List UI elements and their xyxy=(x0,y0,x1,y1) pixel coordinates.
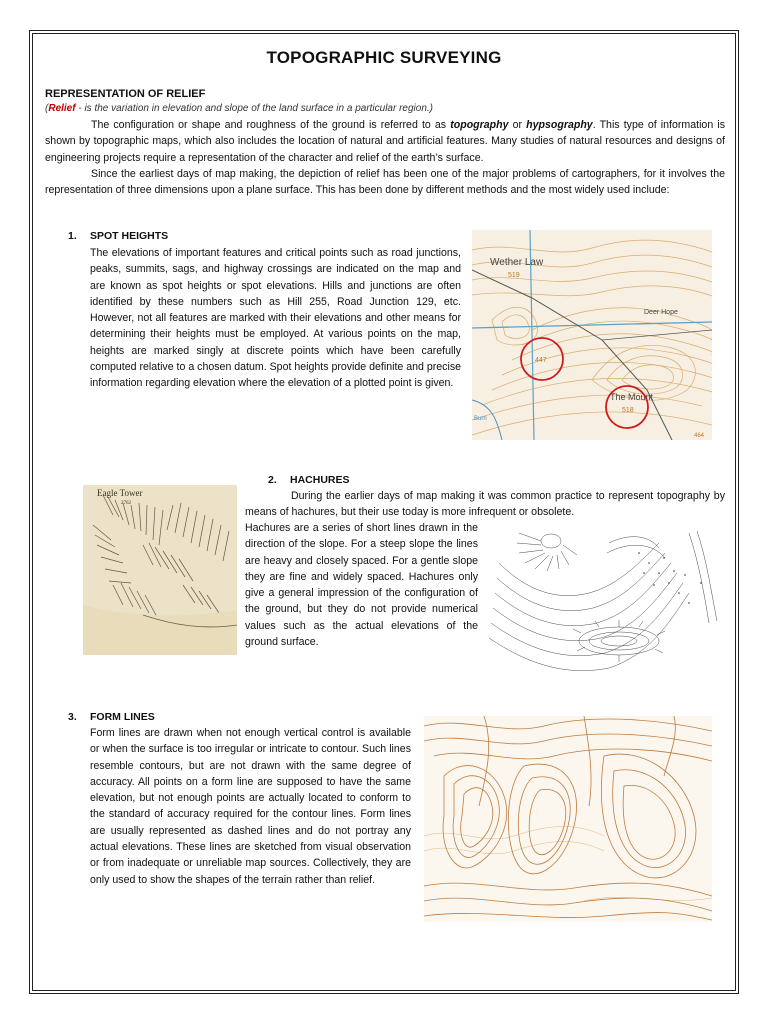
hachure-diagram-image xyxy=(489,523,725,679)
para2-text: Since the earliest days of map making, the depiction of relief has been one of the major problems of cartographers, for it involves the representation of three dimensions upon a plane surface. This has been done by different methods and the most widely used include: xyxy=(45,168,725,197)
spot-2762: 2762 xyxy=(121,501,131,506)
spot-heights-heading xyxy=(68,230,168,242)
para1-or: or xyxy=(508,119,527,131)
hachures-intro: During the earlier days of map making it was common practice to represent topography by means of hachures, but their use today is more infrequent or obsolete. xyxy=(245,490,725,519)
spot-519: 519 xyxy=(508,272,520,279)
form-lines-text: Form lines are drawn when not enough vertical control is available or when the surface is too irregular or intricate to contour. Such lines resemble contours, but are not drawn with the same degree of accuracy. All points on a form line are supposed to have the same elevation, but not enough points are actually located to conform to the standard of accuracy required for the contour lines. Form lines are usually represented as dashed lines and do not portray any actual elevations. These lines are sketched from visual observation or from inadequate or unreliable map sources. Collectively, they are only used to show the shapes of the terrain rather than relief. xyxy=(90,727,411,886)
definition-open: ( xyxy=(45,103,49,114)
hachures-heading xyxy=(268,474,350,486)
hachure-map-image xyxy=(83,485,237,655)
spot-464: 464 xyxy=(694,433,705,439)
hachures-body-text: Hachures are a series of short lines drawn in the direction of the slope. For a steep slope the lines are heavy and closely spaced. For a gentle slope they are fine and widely spaced. Hachures only give a general impression of the configuration of the ground, but they do not provide numerical values such as the actual elevations of the ground surface. xyxy=(245,522,478,649)
hachures-intro-text xyxy=(245,488,725,521)
intro-paragraph-1 xyxy=(45,117,725,166)
item-heading: SPOT HEIGHTS xyxy=(90,230,169,242)
item-heading: FORM LINES xyxy=(90,711,155,723)
item-number: 1. xyxy=(68,230,77,242)
label-the-mount: The Mount xyxy=(610,392,654,402)
spot-447: 447 xyxy=(535,357,547,364)
form-lines-heading xyxy=(68,711,155,723)
definition-text: - is the variation in elevation and slope of the land surface in a particular region.) xyxy=(75,103,434,114)
relief-definition xyxy=(45,103,433,114)
spot-heights-map-image xyxy=(472,230,712,440)
intro-paragraph-2 xyxy=(45,166,725,199)
term-hypsography: hypsography xyxy=(526,119,593,131)
label-burn: Burn xyxy=(474,416,487,422)
label-wether-law: Wether Law xyxy=(490,257,544,268)
definition-term: Relief xyxy=(48,103,76,114)
item-number: 2. xyxy=(268,474,277,486)
item-heading: HACHURES xyxy=(290,474,350,486)
item-number: 3. xyxy=(68,711,77,723)
label-deer-hope: Deer Hope xyxy=(644,309,678,316)
section-heading: REPRESENTATION OF RELIEF xyxy=(45,88,206,100)
form-lines-map-image xyxy=(424,716,712,922)
spot-heights-text: The elevations of important features and critical points such as road junctions, peaks, summits, sags, and highway crossings are indicated on the map and are known as spot heights or spot elevations. Hills and junctions are often identified by these numbers such as Hill 255, Road Junction 129, etc. However, not all features are marked with their elevations and other means for determining their heights must be employed. At various points on the map, heights are marked singly at discrete points which have been carefully computed relative to a chosen datum. Spot heights provide definite and precise information regarding elevation where the elevation of a plotted point is given. xyxy=(90,247,462,390)
spot-518: 518 xyxy=(622,407,634,414)
para1-text-a: The configuration or shape and roughness of the ground is referred to as xyxy=(91,119,451,131)
page-title: TOPOGRAPHIC SURVEYING xyxy=(266,48,502,67)
para1-text-b: . This type of information is shown by topographic maps, which also includes the location of natural and artificial features. Many studies of natural resources and designs of engineering projects require a representation of the character and relief of the earth’s surface. xyxy=(45,119,725,164)
label-eagle-tower: Eagle Tower xyxy=(97,488,143,498)
term-topography: topography xyxy=(450,119,509,131)
